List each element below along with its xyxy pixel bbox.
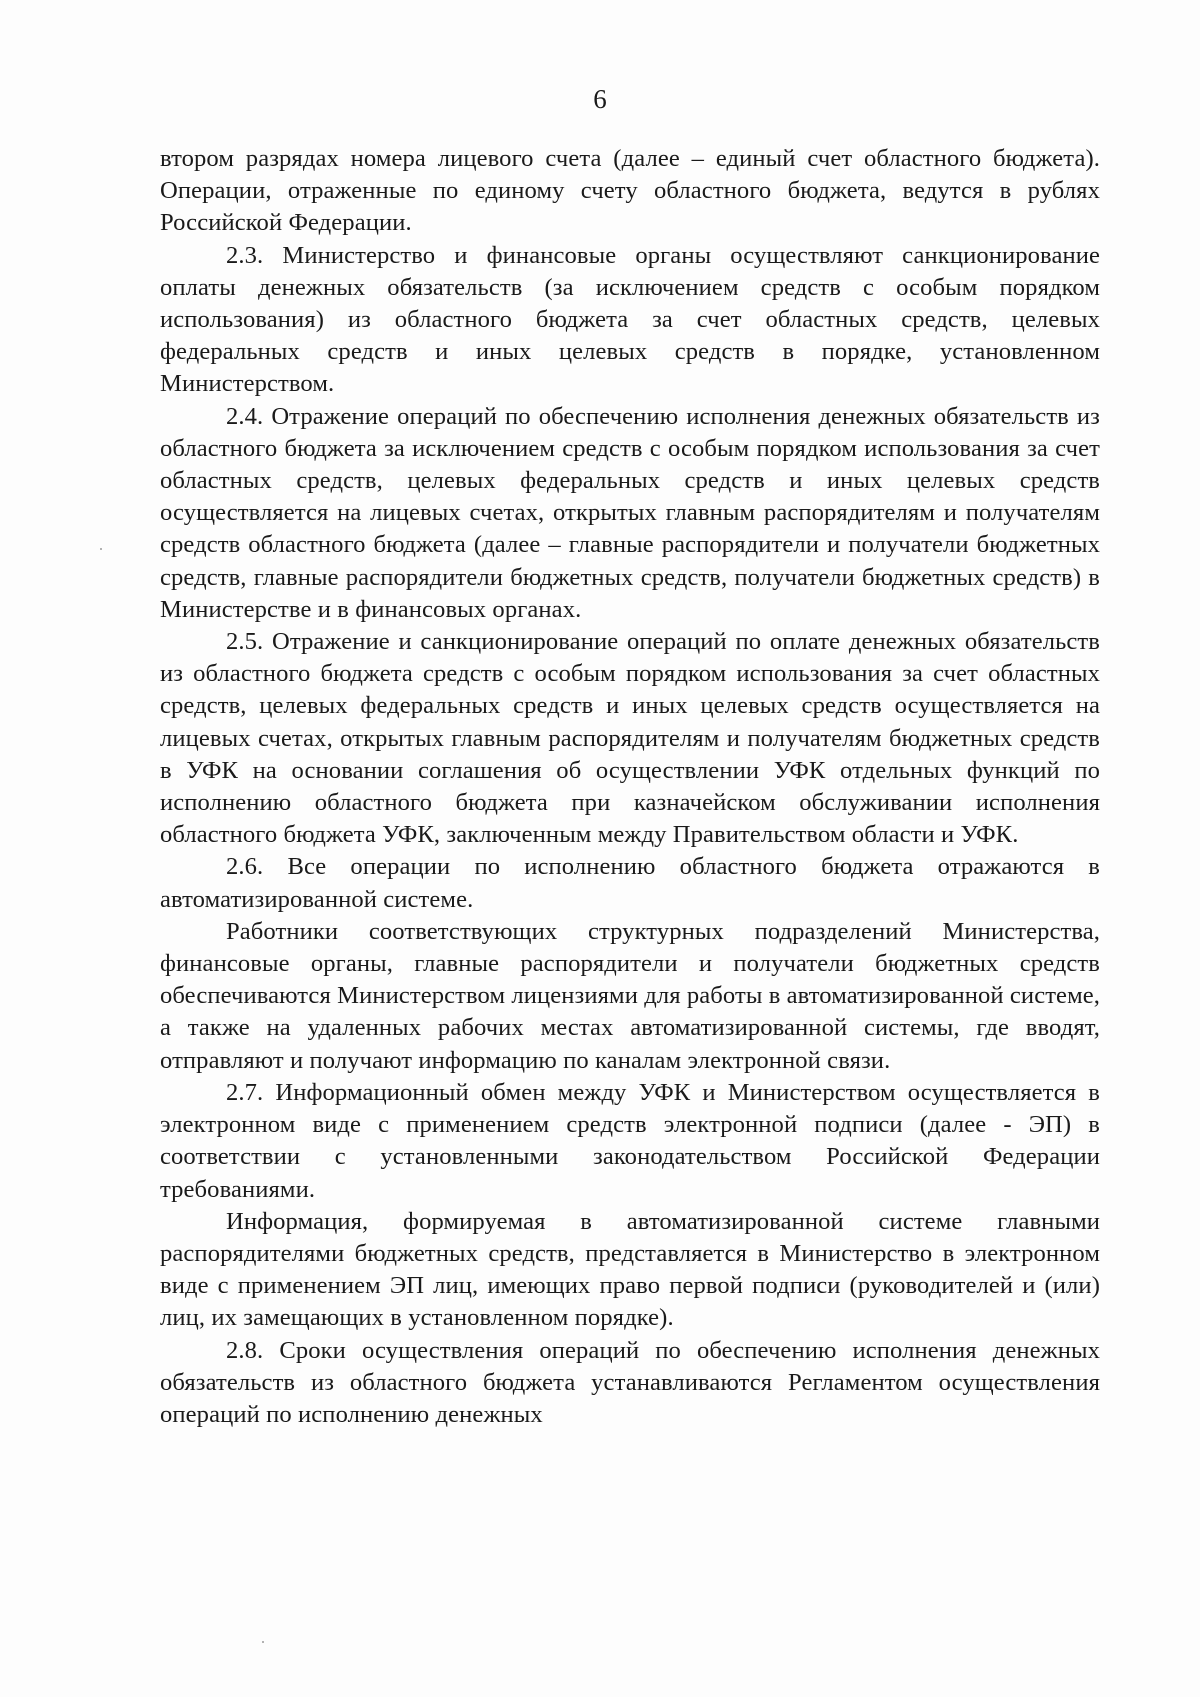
paragraph-2-3: 2.3. Министерство и финансовые органы осуществляют санкционирование оплаты денежных обязательств (за исключением средств с особым порядком использования) из областного бюджета за счет областных средств, целевых федеральных средств и иных целевых средств в порядке, установленном Министерством. [160,241,1100,398]
document-body [160,143,1100,1431]
paragraph-2-6: 2.6. Все операции по исполнению областного бюджета отражаются в автоматизированной системе. [160,853,1100,913]
paragraph-2-7-info: Информация, формируемая в автоматизированной системе главными распорядителями бюджетных средств, представляется в Министерство в электронном виде с применением ЭП лиц, имеющих право первой подписи (руководителей и (или) лиц, их замещающих в установленном порядке). [160,1207,1100,1332]
page-number: 6 [593,84,607,114]
paragraph-2-5: 2.5. Отражение и санкционирование операций по оплате денежных обязательств из областного бюджета средств с особым порядком использования за счет областных средств, целевых федеральных средств и иных целевых средств осуществляется на лицевых счетах, открытых главным распорядителям и получателям бюджетных средств в УФК на основании соглашения об осуществлении УФК отдельных функций по исполнению областного бюджета при казначейском обслуживании исполнения областного бюджета УФК, заключенным между Правительством области и УФК. [160,628,1100,849]
scan-speck [262,1641,264,1643]
scan-speck [100,548,102,550]
paragraph-2-4: 2.4. Отражение операций по обеспечению исполнения денежных обязательств из областного бюджета за исключением средств с особым порядком использования за счет областных средств, целевых федеральных средств и иных целевых средств осуществляется на лицевых счетах, открытых главным распорядителям и получателям средств областного бюджета (далее – главные распорядители и получатели бюджетных средств, главные распорядители бюджетных средств, получатели бюджетных средств) в Министерстве и в финансовых органах. [160,402,1100,623]
paragraph-continued: втором разрядах номера лицевого счета (далее – единый счет областного бюджета). Операции, отраженные по единому счету областного бюджета, ведутся в рублях Российской Федерации. [160,145,1100,237]
paragraph-2-7: 2.7. Информационный обмен между УФК и Министерством осуществляется в электронном виде с применением средств электронной подписи (далее - ЭП) в соответствии с установленными законодательством Российской Федерации требованиями. [160,1078,1100,1203]
paragraph-2-8: 2.8. Сроки осуществления операций по обеспечению исполнения денежных обязательств из областного бюджета устанавливаются Регламентом осуществления операций по исполнению денежных [160,1336,1100,1428]
paragraph-2-6-workers: Работники соответствующих структурных подразделений Министерства, финансовые органы, главные распорядители и получатели бюджетных средств обеспечиваются Министерством лицензиями для работы в автоматизированной системе, а также на удаленных рабочих местах автоматизированной системы, где вводят, отправляют и получают информацию по каналам электронной связи. [160,917,1100,1074]
